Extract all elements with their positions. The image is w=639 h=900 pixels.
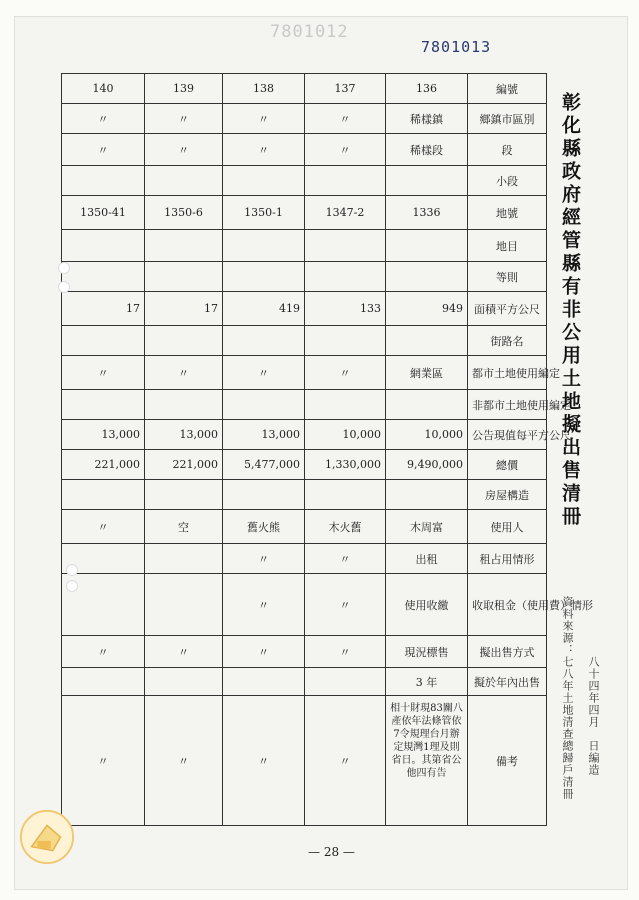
binding-hole <box>58 281 70 293</box>
cell-area: 949 <box>386 292 468 326</box>
table-row-urban-zone <box>62 356 547 390</box>
cell-section: 〃 <box>145 134 223 166</box>
cell-section: 〃 <box>62 134 145 166</box>
table-row-subsection <box>62 166 547 196</box>
cell-nonurban-zone <box>223 390 305 420</box>
cell-urban-zone: 〃 <box>62 356 145 390</box>
table-row-section <box>62 134 547 166</box>
row-header: 使用人 <box>468 510 547 544</box>
row-header: 等則 <box>468 262 547 292</box>
cell-land-type <box>145 230 223 262</box>
bleedthrough-number: 7801012 <box>270 22 349 42</box>
cell-rent: 〃 <box>305 574 386 636</box>
table-row-remark <box>62 696 547 826</box>
archive-logo-icon <box>18 808 76 866</box>
row-header: 非都市土地使用編定 <box>468 390 547 420</box>
cell-urban-zone: 〃 <box>305 356 386 390</box>
cell-structure <box>62 480 145 510</box>
cell-town: 稀樣鎮 <box>386 104 468 134</box>
table-row-area <box>62 292 547 326</box>
cell-structure <box>386 480 468 510</box>
cell-value-per-m2: 10,000 <box>305 420 386 450</box>
row-header: 鄉鎮市區別 <box>468 104 547 134</box>
cell-land-type <box>223 230 305 262</box>
cell-occupancy: 出租 <box>386 544 468 574</box>
cell-land-type <box>62 230 145 262</box>
cell-area: 419 <box>223 292 305 326</box>
cell-value-per-m2: 10,000 <box>386 420 468 450</box>
cell-user: 〃 <box>62 510 145 544</box>
document-number: 7801013 <box>421 38 492 56</box>
cell-occupancy <box>145 544 223 574</box>
cell-lot: 1350-41 <box>62 196 145 230</box>
cell-remark: 〃 <box>305 696 386 826</box>
table-row-occupancy <box>62 544 547 574</box>
table-row-lot <box>62 196 547 230</box>
cell-subsection <box>223 166 305 196</box>
cell-lot: 1347-2 <box>305 196 386 230</box>
cell-rent: 〃 <box>223 574 305 636</box>
cell-no: 137 <box>305 74 386 104</box>
cell-sale-method: 〃 <box>305 636 386 668</box>
cell-structure <box>223 480 305 510</box>
cell-structure <box>145 480 223 510</box>
cell-grade <box>62 262 145 292</box>
cell-area: 133 <box>305 292 386 326</box>
table-row-rent <box>62 574 547 636</box>
cell-no: 138 <box>223 74 305 104</box>
row-header: 地號 <box>468 196 547 230</box>
table-row-sale-method <box>62 636 547 668</box>
cell-street <box>62 326 145 356</box>
cell-value-per-m2: 13,000 <box>62 420 145 450</box>
cell-street <box>305 326 386 356</box>
row-header: 街路名 <box>468 326 547 356</box>
row-header: 公告現值每平方公尺 <box>468 420 547 450</box>
cell-grade <box>305 262 386 292</box>
cell-nonurban-zone <box>145 390 223 420</box>
document-title: 彰化縣政府經管縣有非公用土地擬出售清冊 <box>559 92 581 529</box>
cell-remark: 相十財現83關八產依年法條管依7令規理台月辦定規灣1理及則省日。其第省公他四有告 <box>386 696 468 826</box>
cell-town: 〃 <box>145 104 223 134</box>
cell-sale-method: 〃 <box>62 636 145 668</box>
cell-sale-year <box>62 668 145 696</box>
cell-grade <box>145 262 223 292</box>
row-header: 總價 <box>468 450 547 480</box>
table-row-no <box>62 74 547 104</box>
row-header: 都市土地使用編定 <box>468 356 547 390</box>
cell-sale-year: 3 年 <box>386 668 468 696</box>
cell-subsection <box>62 166 145 196</box>
row-header: 備考 <box>468 696 547 826</box>
table-row-total <box>62 450 547 480</box>
cell-no: 139 <box>145 74 223 104</box>
cell-user: 木周富 <box>386 510 468 544</box>
table-row-town <box>62 104 547 134</box>
cell-total: 221,000 <box>145 450 223 480</box>
cell-rent: 使用收繳 <box>386 574 468 636</box>
row-header: 段 <box>468 134 547 166</box>
cell-occupancy: 〃 <box>223 544 305 574</box>
cell-structure <box>305 480 386 510</box>
cell-town: 〃 <box>305 104 386 134</box>
cell-subsection <box>386 166 468 196</box>
cell-street <box>145 326 223 356</box>
cell-urban-zone: 〃 <box>223 356 305 390</box>
cell-grade <box>223 262 305 292</box>
cell-street <box>386 326 468 356</box>
table-row-land-type <box>62 230 547 262</box>
binding-hole <box>66 564 78 576</box>
cell-value-per-m2: 13,000 <box>145 420 223 450</box>
cell-subsection <box>145 166 223 196</box>
cell-urban-zone: 網業區 <box>386 356 468 390</box>
table-row-structure <box>62 480 547 510</box>
table-row-value-per-m2 <box>62 420 547 450</box>
table-row-nonurban-zone <box>62 390 547 420</box>
cell-remark: 〃 <box>223 696 305 826</box>
cell-sale-method: 〃 <box>223 636 305 668</box>
cell-nonurban-zone <box>386 390 468 420</box>
cell-rent <box>145 574 223 636</box>
binding-hole <box>66 580 78 592</box>
row-header: 擬於年內出售 <box>468 668 547 696</box>
row-header: 房屋構造 <box>468 480 547 510</box>
data-source-note: 資料來源：七八年土地清查總歸戶清冊 <box>561 596 574 800</box>
row-header: 編號 <box>468 74 547 104</box>
cell-sale-method: 〃 <box>145 636 223 668</box>
table-row-sale-year <box>62 668 547 696</box>
cell-no: 140 <box>62 74 145 104</box>
cell-land-type <box>386 230 468 262</box>
cell-user: 舊火熊 <box>223 510 305 544</box>
cell-street <box>223 326 305 356</box>
cell-remark: 〃 <box>62 696 145 826</box>
cell-total: 5,477,000 <box>223 450 305 480</box>
table-row-user <box>62 510 547 544</box>
row-header: 收取租金（使用費）情形 <box>468 574 547 636</box>
cell-sale-method: 現況標售 <box>386 636 468 668</box>
cell-grade <box>386 262 468 292</box>
compile-date: 八十四年四月 日編造 <box>587 656 600 776</box>
cell-user: 木火舊 <box>305 510 386 544</box>
cell-urban-zone: 〃 <box>145 356 223 390</box>
cell-no: 136 <box>386 74 468 104</box>
cell-total: 221,000 <box>62 450 145 480</box>
cell-lot: 1350-1 <box>223 196 305 230</box>
cell-sale-year <box>223 668 305 696</box>
binding-hole <box>58 262 70 274</box>
row-header: 地目 <box>468 230 547 262</box>
row-header: 租占用情形 <box>468 544 547 574</box>
row-header: 面積平方公尺 <box>468 292 547 326</box>
cell-value-per-m2: 13,000 <box>223 420 305 450</box>
cell-land-type <box>305 230 386 262</box>
cell-section: 〃 <box>223 134 305 166</box>
cell-town: 〃 <box>223 104 305 134</box>
cell-occupancy: 〃 <box>305 544 386 574</box>
row-header: 小段 <box>468 166 547 196</box>
cell-user: 空 <box>145 510 223 544</box>
cell-section: 稀樣段 <box>386 134 468 166</box>
cell-nonurban-zone <box>62 390 145 420</box>
cell-remark: 〃 <box>145 696 223 826</box>
cell-total: 9,490,000 <box>386 450 468 480</box>
table-row-grade <box>62 262 547 292</box>
cell-subsection <box>305 166 386 196</box>
cell-lot: 1336 <box>386 196 468 230</box>
page-number: — 28 — <box>308 845 355 859</box>
cell-section: 〃 <box>305 134 386 166</box>
cell-sale-year <box>145 668 223 696</box>
cell-sale-year <box>305 668 386 696</box>
table-row-street <box>62 326 547 356</box>
cell-area: 17 <box>62 292 145 326</box>
cell-total: 1,330,000 <box>305 450 386 480</box>
row-header: 擬出售方式 <box>468 636 547 668</box>
cell-lot: 1350-6 <box>145 196 223 230</box>
cell-town: 〃 <box>62 104 145 134</box>
cell-area: 17 <box>145 292 223 326</box>
cell-nonurban-zone <box>305 390 386 420</box>
